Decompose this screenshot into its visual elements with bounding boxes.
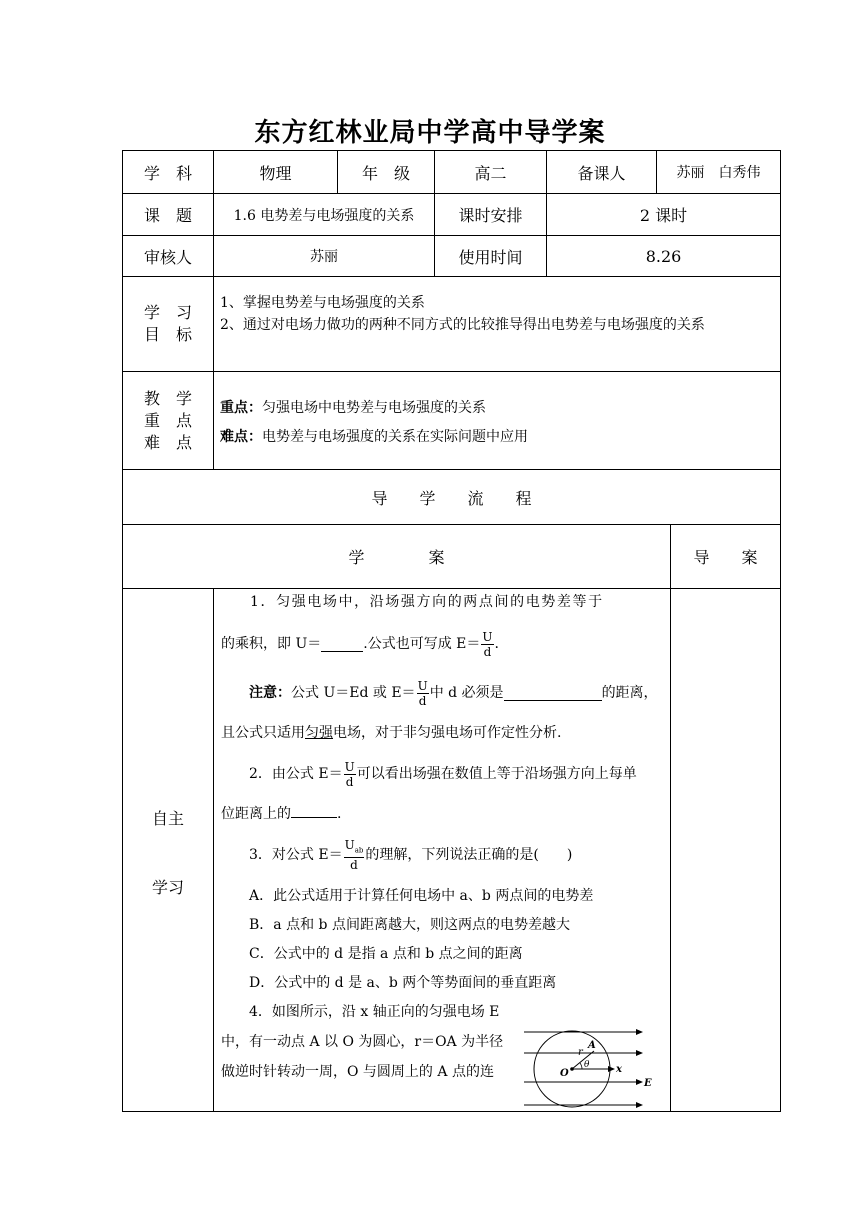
objectives-label — [123, 277, 213, 371]
label-theta: θ — [584, 1060, 590, 1070]
label-e: E — [644, 1078, 652, 1089]
label-x: x — [616, 1064, 622, 1075]
label-r: r — [578, 1047, 583, 1058]
key-point-label: 重点： — [220, 400, 262, 416]
q3-text-a: 3．对公式 E＝ — [249, 847, 343, 863]
note-underlined: 匀强 — [305, 725, 333, 741]
note-fraction — [417, 679, 429, 708]
topic-label: 课 题 — [143, 206, 192, 225]
frac-num-uab — [344, 838, 365, 858]
guide-plan-header: 导 案 — [693, 548, 758, 567]
topic-value: 1.6 电势差与电场强度的关系 — [233, 207, 415, 224]
q2-line2 — [221, 803, 341, 824]
note-line2-b: 电场，对于非匀强电场可作定性分析. — [333, 725, 562, 741]
key-point — [220, 398, 486, 418]
q4-line1: 4．如图所示，沿 x 轴正向的匀强电场 E — [249, 1004, 500, 1020]
q2-line1 — [249, 754, 637, 794]
q1-period: . — [494, 636, 499, 652]
q2-fraction — [344, 760, 356, 789]
note-text-b: 中 d 必须是 — [429, 685, 504, 701]
reviewer-value: 苏丽 — [310, 249, 338, 265]
difficult-point — [220, 427, 528, 447]
schedule-label: 课时安排 — [458, 206, 523, 225]
q1-line2 — [221, 624, 499, 664]
q2-text-d: . — [337, 806, 342, 822]
preparer-label: 备课人 — [577, 163, 626, 183]
difficult-point-label: 难点： — [220, 429, 262, 445]
note-text-a: 公式 U＝Ed 或 E＝ — [291, 685, 416, 701]
flow-heading: 导 学 流 程 — [371, 488, 532, 508]
schedule-value: 2 课时 — [639, 206, 688, 225]
frac-den: d — [418, 693, 427, 708]
option-d: D．公式中的 d 是 a、b 两个等势面间的垂直距离 — [249, 975, 557, 991]
note-line1 — [249, 673, 658, 713]
option-a: A．此公式适用于计算任何电场中 a、b 两点间的电势差 — [249, 888, 594, 904]
frac-num-sub: ab — [354, 846, 364, 855]
subject-value: 物理 — [259, 163, 292, 183]
focus-label — [123, 372, 213, 469]
objective-item-2: 2、通过对电场力做功的两种不同方式的比较推导得出电势差与电场强度的关系 — [220, 317, 705, 333]
usage-value: 8.26 — [645, 246, 682, 266]
frac-num: U — [482, 629, 493, 644]
label-a: A — [588, 1040, 596, 1051]
self-study-label-1: 自主 — [151, 808, 184, 828]
q3-text-b: 的理解，下列说法正确的是( ) — [365, 847, 573, 863]
radius-line — [572, 1051, 594, 1069]
study-plan-header: 学 案 — [348, 548, 445, 567]
objectives-label-line2: 目 标 — [143, 325, 192, 344]
frac-num: U — [417, 678, 428, 693]
focus-label-line3: 难 点 — [143, 432, 192, 452]
grade-label: 年 级 — [361, 163, 410, 183]
note-line2-a: 且公式只适用 — [221, 725, 305, 741]
objectives-label-line1: 学 习 — [143, 303, 192, 322]
option-b: B．a 点和 b 点间距离越大，则这两点的电势差越大 — [249, 917, 570, 933]
q1-blank-u — [321, 637, 363, 652]
q1-fraction — [481, 630, 493, 659]
q2-text-c: 位距离上的 — [221, 806, 291, 822]
q4-line3: 做逆时针转动一周，O 与圆周上的 A 点的连 — [221, 1064, 494, 1080]
difficult-point-text: 电势差与电场强度的关系在实际问题中应用 — [262, 429, 528, 445]
focus-label-line2: 重 点 — [143, 410, 192, 430]
preparer-value: 苏丽 白秀伟 — [676, 165, 761, 181]
q2-blank — [291, 803, 337, 818]
reviewer-label: 审核人 — [143, 247, 192, 267]
frac-den: d — [483, 644, 492, 659]
q4-line2: 中，有一动点 A 以 O 为圆心，r＝OA 为半径 — [221, 1034, 504, 1050]
objective-item-1: 1、掌握电势差与电场强度的关系 — [220, 295, 425, 311]
key-point-text: 匀强电场中电势差与电场强度的关系 — [262, 400, 486, 416]
label-o: O — [560, 1068, 569, 1079]
frac-num-u: U — [344, 837, 355, 852]
center-point — [570, 1067, 574, 1071]
note-blank — [504, 686, 602, 701]
q1-line1: 1．匀强电场中，沿场强方向的两点间的电势差等于 — [250, 594, 604, 610]
usage-label: 使用时间 — [458, 247, 523, 267]
grade-value: 高二 — [474, 163, 507, 183]
frac-num: U — [344, 759, 355, 774]
note-label: 注意： — [249, 685, 291, 701]
frac-den: d — [345, 774, 354, 789]
option-c: C．公式中的 d 是指 a 点和 b 点之间的距离 — [249, 946, 523, 962]
frac-den: d — [350, 858, 358, 873]
theta-arc — [580, 1063, 582, 1069]
q3-fraction — [344, 838, 365, 872]
q1-text-a: 的乘积，即 U＝ — [221, 636, 322, 652]
note-text-c: 的距离， — [601, 685, 658, 701]
q1-text-b: .公式也可写成 E＝ — [363, 636, 481, 652]
q2-text-b: 可以看出场强在数值上等于沿场强方向上每单 — [356, 766, 637, 782]
subject-label: 学 科 — [143, 163, 192, 183]
electric-field-figure — [518, 1026, 658, 1110]
page-title: 东方红林业局中学高中导学案 — [254, 118, 606, 148]
focus-label-line1: 教 学 — [143, 388, 192, 408]
q2-text-a: 2．由公式 E＝ — [249, 766, 343, 782]
note-line2 — [221, 723, 561, 743]
self-study-label-2: 学习 — [151, 877, 184, 897]
q3-line1 — [249, 835, 572, 875]
